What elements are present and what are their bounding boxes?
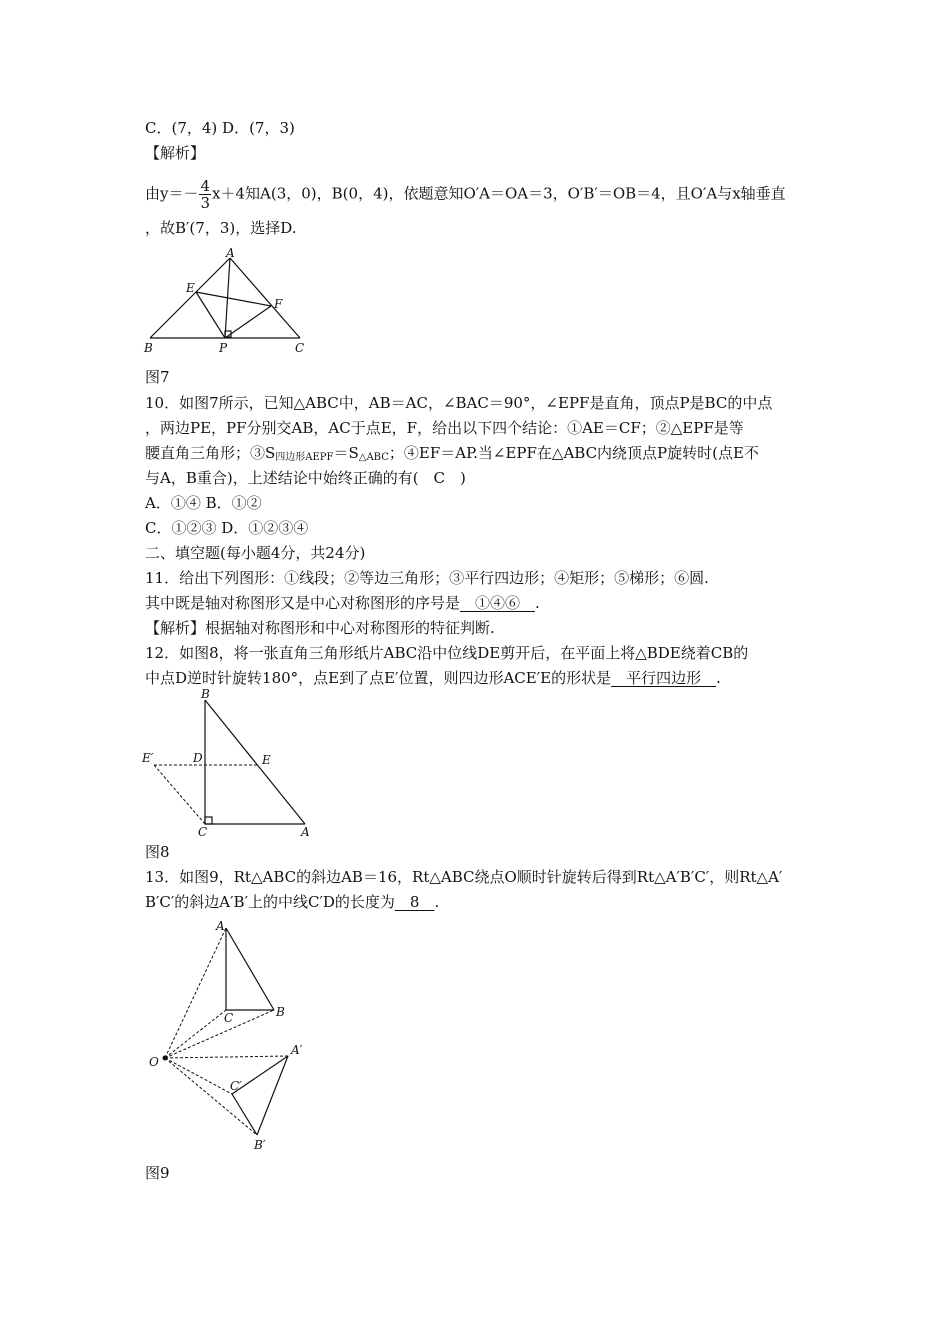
- fraction-denominator: 3: [200, 194, 211, 212]
- q11-answer: __①④⑥__: [460, 594, 536, 612]
- q11-end: .: [535, 594, 540, 612]
- question-13-line-2: [145, 892, 439, 912]
- segment-ba: [205, 700, 305, 824]
- label-a: A: [301, 825, 310, 839]
- q13-answer: __8__: [394, 893, 435, 911]
- figure-9: [140, 918, 320, 1158]
- figure-7: [140, 248, 320, 358]
- q12-end: .: [716, 669, 721, 687]
- question-13-line-1: 13．如图9，Rt△ABC的斜边AB＝16，Rt△ABC绕点O顺时针旋转后得到Rt△A′B′C′，则Rt△A′: [145, 868, 783, 886]
- question-11-line-2: [145, 593, 540, 613]
- equation-prefix: 由y＝－: [145, 184, 199, 203]
- q10-subscript-quad: 四边形AEPF: [275, 452, 334, 463]
- label-p: P: [219, 341, 228, 355]
- section-2-heading: 二、填空题(每小题4分，共24分): [145, 544, 366, 562]
- label-c-prime: C′: [230, 1079, 242, 1093]
- q10-line3-part1: 腰直角三角形；③S: [145, 444, 276, 462]
- q10-line3-part3: ；④EF＝AP.当∠EPF在△ABC内绕顶点P旋转时(点E不: [388, 444, 759, 462]
- segment-ocp: [165, 1058, 232, 1094]
- question-11-line-1: 11．给出下列图形：①线段；②等边三角形；③平行四边形；④矩形；⑤梯形；⑥圆.: [145, 569, 709, 587]
- label-e-prime: E′: [142, 751, 154, 765]
- segment-ep-c: [154, 765, 205, 824]
- segment-oc: [165, 1010, 226, 1058]
- label-a-prime: A′: [291, 1043, 303, 1057]
- label-a: A: [216, 919, 225, 933]
- right-angle-mark: [205, 817, 212, 824]
- label-f: F: [274, 297, 283, 311]
- figure-8-caption: 图8: [145, 843, 170, 861]
- label-a: A: [226, 246, 235, 260]
- q12-answer: __平行四边形__: [611, 669, 717, 687]
- question-10-line-4: 与A，B重合)，上述结论中始终正确的有( C ): [145, 469, 466, 487]
- segment-oa: [165, 928, 226, 1058]
- option-cd-line: C．(7，4) D．(7，3): [145, 119, 295, 137]
- question-12-line-1: 12．如图8，将一张直角三角形纸片ABC沿中位线DE剪开后，在平面上将△BDE绕着CB的: [145, 644, 749, 662]
- segment-ob: [165, 1010, 274, 1058]
- figure-7-caption: 图7: [145, 368, 170, 386]
- fraction: [199, 178, 211, 211]
- segment-ac: [230, 258, 300, 338]
- label-b-prime: B′: [254, 1138, 266, 1152]
- question-10-line-3: [145, 443, 759, 468]
- segment-ab: [226, 928, 274, 1010]
- q10-line3-part2: ＝S: [333, 444, 359, 462]
- fraction-numerator: 4: [200, 177, 211, 195]
- label-c: C: [224, 1011, 234, 1025]
- label-c: C: [295, 341, 305, 355]
- question-11-analysis: 【解析】根据轴对称图形和中心对称图形的特征判断.: [145, 619, 495, 637]
- question-12-line-2: [145, 668, 721, 688]
- figure-9-caption: 图9: [145, 1164, 170, 1182]
- segment-ap-bp: [257, 1056, 288, 1135]
- point-o: [163, 1056, 168, 1061]
- segment-cp-bp: [232, 1094, 257, 1135]
- q12-text: 中点D逆时针旋转180°，点E到了点E′位置，则四边形ACE′E的形状是: [145, 669, 612, 687]
- analysis-heading: 【解析】: [145, 144, 206, 162]
- label-d: D: [193, 751, 203, 765]
- equation-suffix: x＋4知A(3，0)，B(0，4)，依题意知O′A＝OA＝3，O′B′＝OB＝4，且O′A与x轴垂直: [212, 184, 786, 203]
- label-o: O: [149, 1055, 159, 1069]
- question-10-line-2: ，两边PE，PF分别交AB，AC于点E，F，给出以下四个结论：①AE＝CF；②△EPF是等: [145, 419, 744, 437]
- segment-oap: [165, 1056, 288, 1058]
- q13-text: B′C′的斜边A′B′上的中线C′D的长度为: [145, 893, 395, 911]
- analysis-conclusion: ，故B′(7，3)，选择D.: [145, 219, 297, 237]
- segment-obp: [165, 1058, 257, 1135]
- label-b: B: [201, 687, 210, 701]
- question-10-options-cd: C．①②③ D．①②③④: [145, 519, 309, 537]
- segment-ef: [196, 292, 271, 306]
- label-e: E: [262, 753, 271, 767]
- label-b: B: [276, 1005, 285, 1019]
- segment-ep: [196, 292, 225, 338]
- segment-fp: [225, 306, 271, 338]
- label-c: C: [198, 825, 208, 839]
- question-10-options-ab: A．①④ B．①②: [145, 494, 262, 512]
- q13-end: .: [434, 893, 440, 911]
- question-10-line-1: 10．如图7所示，已知△ABC中，AB＝AC，∠BAC＝90°，∠EPF是直角，顶点P是BC的中点: [145, 394, 773, 412]
- q10-subscript-tri: △ABC: [358, 452, 389, 463]
- label-e: E: [186, 281, 195, 295]
- analysis-equation-line: [145, 178, 786, 211]
- figure-8: [140, 688, 320, 838]
- label-b: B: [144, 341, 153, 355]
- q11-text: 其中既是轴对称图形又是中心对称图形的序号是: [145, 594, 461, 612]
